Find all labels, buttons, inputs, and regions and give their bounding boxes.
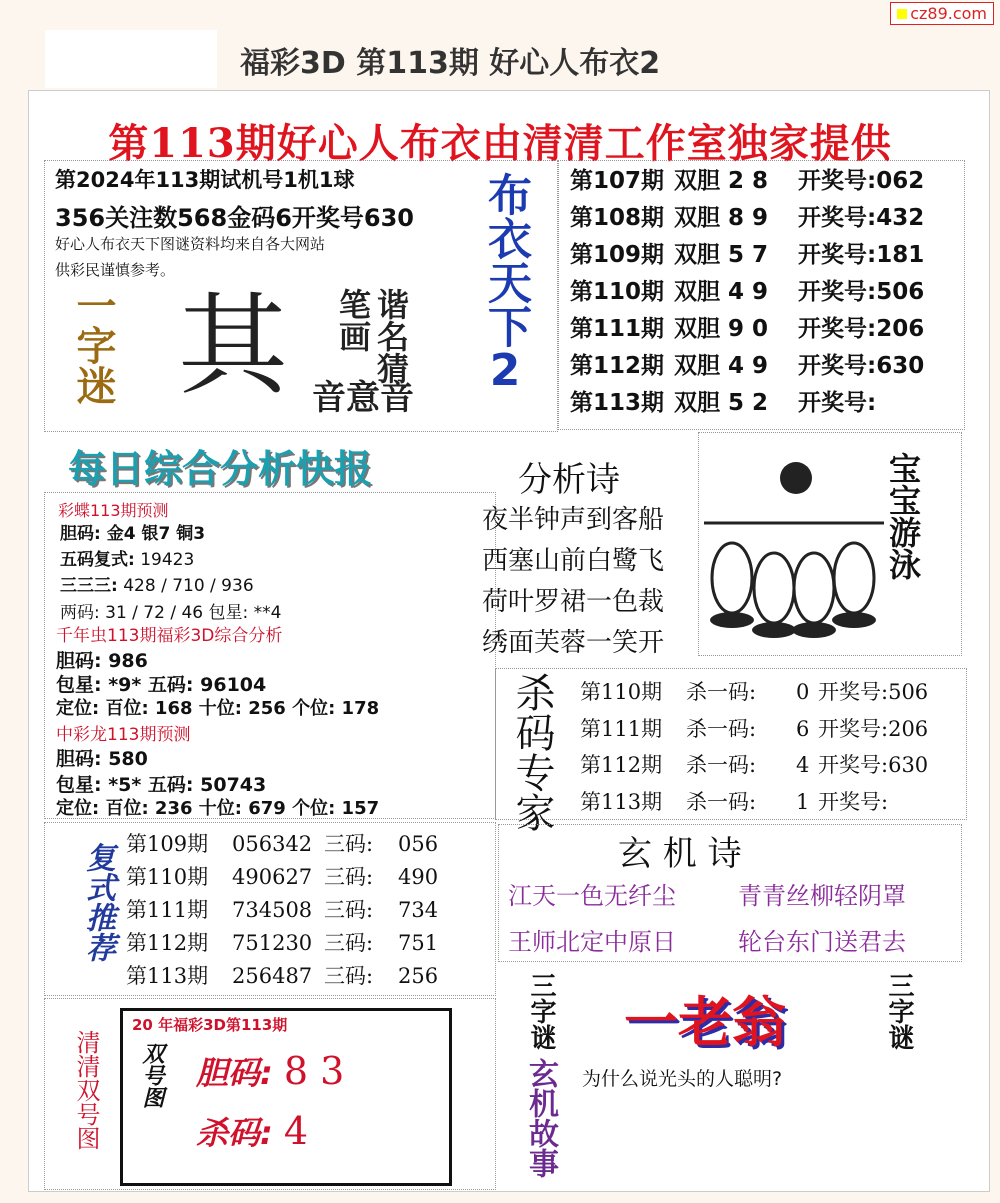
brand-text: 布衣天下: [480, 172, 531, 348]
draw-row: 第112期 双胆 4 9 开奖号:630: [570, 353, 925, 379]
story-tag: 玄机故事: [523, 1058, 558, 1178]
sanzi-tag-left: 三字谜: [526, 972, 556, 1050]
xuanji-l2a: 王师北定中原日: [508, 928, 676, 956]
sha-value: 4: [283, 1109, 309, 1153]
qingqing-tag: 清清双号图: [72, 1030, 100, 1150]
riddle-tag: 一字迷: [70, 285, 116, 405]
xuanji-title: 玄 机 诗: [618, 834, 742, 874]
kill-row: 第110期 杀一码: 0 开奖号:506: [580, 680, 929, 704]
intro-line1: 第2024年113期试机号1机1球: [55, 168, 355, 192]
qnc-l3: 定位: 百位: 168 十位: 256 个位: 178: [56, 698, 380, 719]
brand-title: [470, 172, 540, 394]
caidie-title: 彩蝶113期预测: [58, 501, 169, 520]
qnc-l2: 包星: *9* 五码: 96104: [56, 674, 267, 696]
riddle-char: 其: [178, 282, 288, 410]
poem-line: 绣面芙蓉一笑开: [482, 628, 665, 658]
zcl-l3: 定位: 百位: 236 十位: 679 个位: 157: [56, 798, 380, 819]
qingqing-header: 20 年福彩3D第113期: [132, 1016, 288, 1034]
sanzi-tag-right: 三字谜: [884, 972, 914, 1050]
sanzi-answer: 一老翁: [624, 991, 786, 1054]
qnc-title: 千年虫113期福彩3D综合分析: [56, 626, 283, 646]
banner-title: 第113期好心人布衣由清清工作室独家提供: [108, 120, 892, 167]
kill-row: 第111期 杀一码: 6 开奖号:206: [580, 716, 929, 741]
swimming-babies-illustration: [704, 448, 884, 648]
qingqing-sha: [196, 1108, 308, 1154]
zcl-l1: 胆码: 580: [56, 748, 148, 770]
intro-line3: 好心人布衣天下图谜资料均来自各大网站: [55, 235, 326, 253]
draw-row: 第108期 双胆 8 9 开奖号:432: [570, 205, 925, 231]
draw-row: 第109期 双胆 5 7 开奖号:181: [570, 242, 925, 268]
poem-line: 荷叶罗裙一色裁: [482, 587, 665, 617]
kill-row: 第112期 杀一码: 4 开奖号:630: [580, 753, 929, 777]
dan-label: 胆码:: [196, 1054, 273, 1092]
kill-table: [580, 676, 928, 822]
riddle-hint-c: 音意音: [312, 378, 414, 418]
draw-row: 第113期 双胆 5 2 开奖号:: [570, 390, 877, 416]
fushi-table: [126, 828, 438, 993]
page-title: 福彩3D 第113期 好心人布衣2: [240, 46, 661, 81]
zcl-l2: 包星: *5* 五码: 50743: [56, 774, 267, 796]
poem-side-label: 宝宝游泳: [884, 452, 922, 580]
qnc-l1: 胆码: 986: [56, 650, 148, 672]
kill-title: 杀码专家: [509, 672, 555, 832]
caidie-l1: 胆码: 金4 银7 铜3: [60, 524, 206, 544]
qingqing-dan: [196, 1048, 344, 1094]
draw-row: 第107期 双胆 2 8 开奖号:062: [570, 168, 925, 194]
poem-lines: [482, 500, 664, 664]
xuanji-l1b: 青青丝柳轻阴罩: [738, 882, 906, 910]
fushi-title: 复式推荐: [80, 842, 115, 962]
logo-placeholder: [45, 30, 217, 88]
brand-num: 2: [489, 345, 521, 396]
draws-table: [570, 162, 924, 421]
sha-label: 杀码:: [196, 1114, 273, 1152]
story-question: 为什么说光头的人聪明?: [582, 1068, 783, 1090]
site-badge[interactable]: [890, 2, 994, 25]
badge-icon: [897, 9, 907, 19]
caidie-l2: 五码复式: 19423: [60, 550, 195, 570]
xuanji-l2b: 轮台东门送君去: [738, 928, 906, 956]
qingqing-side: 双号图: [139, 1042, 164, 1108]
xuanji-l1a: 江天一色无纤尘: [508, 882, 676, 910]
fushi-row: 第112期 751230 三码: 751: [126, 931, 439, 955]
dan-value: 8 3: [283, 1049, 345, 1093]
intro-line2: 356关注数568金码6开奖号630: [55, 204, 414, 232]
poem-line: 西塞山前白鹭飞: [482, 546, 665, 576]
draw-row: 第110期 双胆 4 9 开奖号:506: [570, 279, 925, 305]
caidie-l3: 三三三: 428 / 710 / 936: [60, 576, 254, 596]
intro-line4: 供彩民谨慎参考。: [55, 261, 176, 279]
fushi-row: 第113期 256487 三码: 256: [126, 964, 439, 988]
kill-row: 第113期 杀一码: 1 开奖号:: [580, 789, 889, 814]
poem-line: 夜半钟声到客船: [482, 505, 665, 535]
zcl-title: 中彩龙113期预测: [56, 725, 191, 745]
fushi-row: 第111期 734508 三码: 734: [126, 898, 439, 922]
riddle-hint-b: 笔画: [334, 288, 372, 352]
caidie-l4: 两码: 31 / 72 / 46 包星: **4: [60, 603, 282, 623]
fushi-row: 第110期 490627 三码: 490: [126, 865, 439, 889]
fushi-row: 第109期 056342 三码: 056: [126, 832, 439, 856]
daily-title: 每日综合分析快报: [68, 447, 373, 491]
draw-row: 第111期 双胆 9 0 开奖号:206: [570, 316, 925, 342]
site-badge-text: cz89.com: [910, 4, 987, 23]
poem-title: 分析诗: [518, 460, 620, 500]
riddle-hint-a: 谐名猜: [372, 288, 410, 384]
sun-icon: [780, 462, 812, 494]
